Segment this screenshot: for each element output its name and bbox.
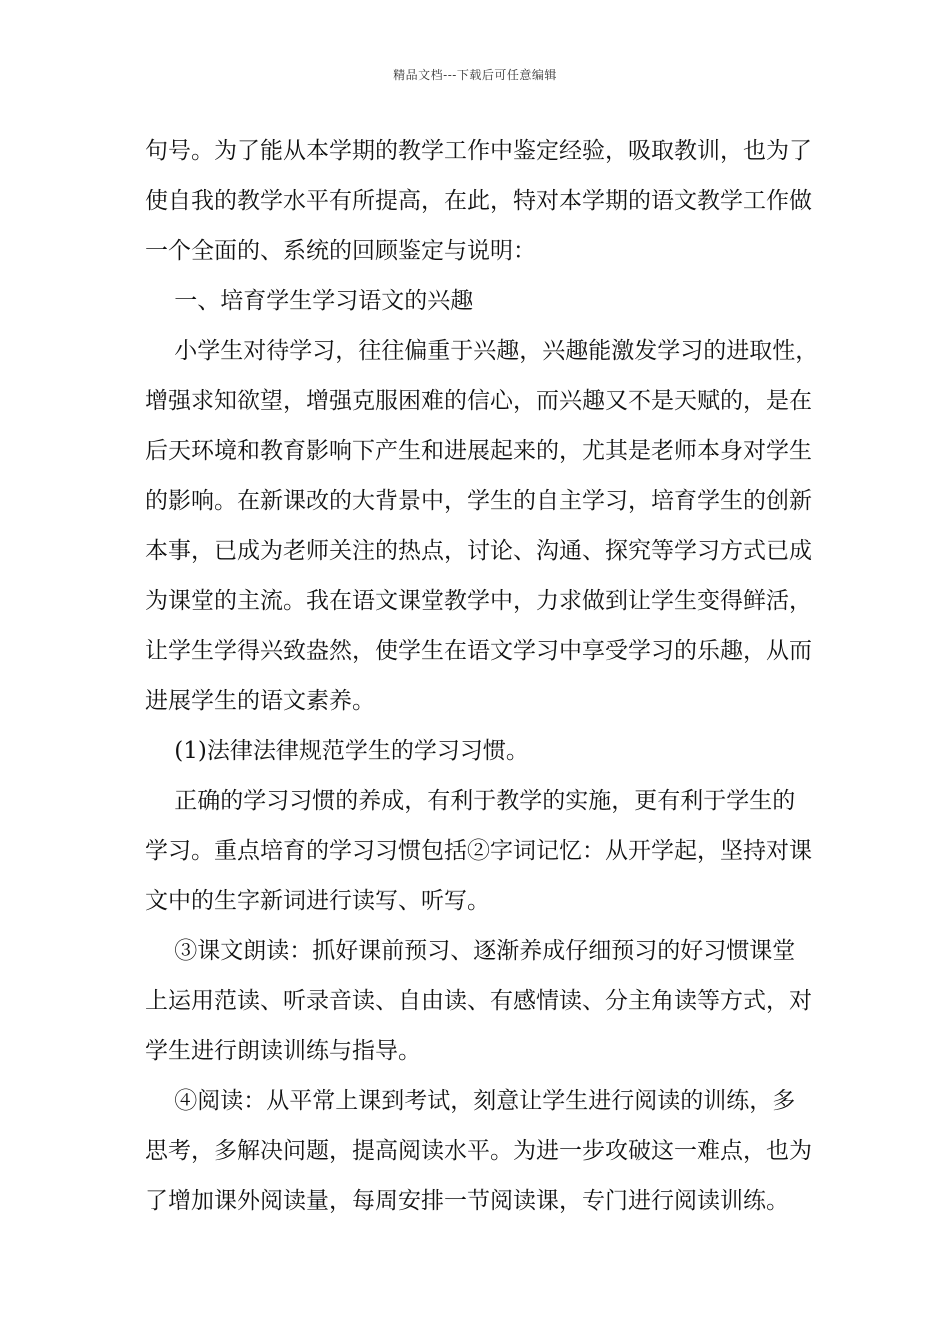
text-line: 了增加课外阅读量，每周安排一节阅读课，专门进行阅读训练。 [145, 1188, 789, 1214]
text-line: 学生进行朗读训练与指导。 [145, 1038, 421, 1064]
text-line: 为课堂的主流。我在语文课堂教学中，力求做到让学生变得鲜活， [145, 588, 812, 614]
document-body [145, 126, 819, 1226]
section-heading: 一、培育学生学习语文的兴趣 [145, 288, 474, 314]
text-line: 后天环境和教育影响下产生和进展起来的，尤其是老师本身对学生 [145, 438, 812, 464]
subsection-heading: (1)法律法律规范学生的学习习惯。 [145, 738, 529, 764]
page-header: 精品文档---下载后可任意编辑 [393, 68, 557, 82]
text-line: 使自我的教学水平有所提高，在此，特对本学期的语文教学工作做 [145, 188, 812, 214]
text-line: 一个全面的、系统的回顾鉴定与说明： [145, 238, 536, 264]
text-line: 上运用范读、听录音读、自由读、有感情读、分主角读等方式，对 [145, 988, 812, 1014]
text-line: 文中的生字新词进行读写、听写。 [145, 888, 490, 914]
text-line: 的影响。在新课改的大背景中，学生的自主学习，培育学生的创新 [145, 488, 812, 514]
text-line: 本事，已成为老师关注的热点，讨论、沟通、探究等学习方式已成 [145, 538, 812, 564]
text-line: 学习。重点培育的学习习惯包括②字词记忆：从开学起，坚持对课 [145, 838, 812, 864]
text-line: 让学生学得兴致盎然，使学生在语文学习中享受学习的乐趣，从而 [145, 638, 812, 664]
text-line: 小学生对待学习，往往偏重于兴趣，兴趣能激发学习的进取性， [145, 338, 819, 364]
text-line: 增强求知欲望，增强克服困难的信心，而兴趣又不是天赋的，是在 [145, 388, 812, 414]
text-line: 思考，多解决问题，提高阅读水平。为进一步攻破这一难点，也为 [145, 1138, 812, 1164]
text-line: ③课文朗读：抓好课前预习、逐渐养成仔细预习的好习惯课堂 [145, 938, 796, 964]
text-line: 正确的学习习惯的养成，有利于教学的实施，更有利于学生的 [145, 788, 796, 814]
text-line: 句号。为了能从本学期的教学工作中鉴定经验，吸取教训，也为了 [145, 138, 812, 164]
text-line: ④阅读：从平常上课到考试，刻意让学生进行阅读的训练，多 [145, 1088, 796, 1114]
text-line: 进展学生的语文素养。 [145, 688, 375, 714]
